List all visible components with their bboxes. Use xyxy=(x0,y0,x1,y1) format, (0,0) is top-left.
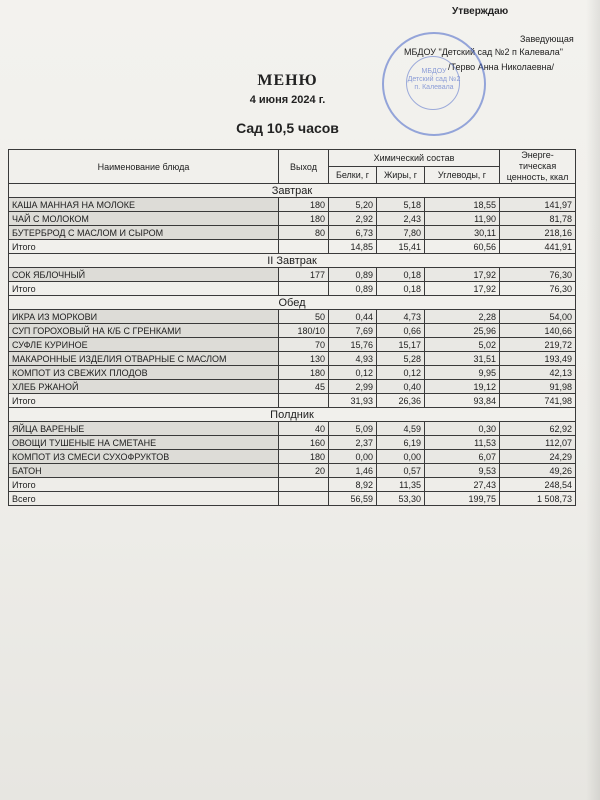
grand-total-yield-empty xyxy=(279,492,329,506)
dish-yield: 80 xyxy=(279,226,329,240)
total-protein: 8,92 xyxy=(329,478,377,492)
section-header-row xyxy=(9,296,576,310)
dish-fat: 0,40 xyxy=(377,380,425,394)
dish-row xyxy=(9,324,576,338)
column-header-chem: Химический состав xyxy=(329,150,500,167)
dish-fat: 5,28 xyxy=(377,352,425,366)
dish-yield: 40 xyxy=(279,422,329,436)
head-role: Заведующая xyxy=(520,34,574,44)
total-yield-empty xyxy=(279,478,329,492)
dish-name: ЧАЙ С МОЛОКОМ xyxy=(9,212,279,226)
dish-name: СУФЛЕ КУРИНОЕ xyxy=(9,338,279,352)
total-fat: 26,36 xyxy=(377,394,425,408)
dish-row xyxy=(9,212,576,226)
menu-date: 4 июня 2024 г. xyxy=(249,94,326,106)
column-header-name: Наименование блюда xyxy=(9,150,279,184)
dish-fat: 0,66 xyxy=(377,324,425,338)
dish-fat: 0,00 xyxy=(377,450,425,464)
dish-name: ИКРА ИЗ МОРКОВИ xyxy=(9,310,279,324)
dish-fat: 5,18 xyxy=(377,198,425,212)
dish-yield: 50 xyxy=(279,310,329,324)
dish-carbs: 25,96 xyxy=(425,324,500,338)
total-label: Итого xyxy=(9,478,279,492)
total-fat: 15,41 xyxy=(377,240,425,254)
section-title: Обед xyxy=(9,296,576,310)
section-header-row xyxy=(9,408,576,422)
dish-protein: 1,46 xyxy=(329,464,377,478)
dish-yield: 70 xyxy=(279,338,329,352)
dish-carbs: 6,07 xyxy=(425,450,500,464)
dish-row xyxy=(9,450,576,464)
dish-protein: 7,69 xyxy=(329,324,377,338)
dish-protein: 0,44 xyxy=(329,310,377,324)
dish-carbs: 31,51 xyxy=(425,352,500,366)
dish-name: СОК ЯБЛОЧНЫЙ xyxy=(9,268,279,282)
dish-energy: 218,16 xyxy=(500,226,576,240)
dish-fat: 7,80 xyxy=(377,226,425,240)
total-fat: 11,35 xyxy=(377,478,425,492)
dish-name: КАША МАННАЯ НА МОЛОКЕ xyxy=(9,198,279,212)
dish-yield: 177 xyxy=(279,268,329,282)
dish-energy: 81,78 xyxy=(500,212,576,226)
dish-energy: 24,29 xyxy=(500,450,576,464)
menu-table xyxy=(8,149,576,506)
total-carbs: 93,84 xyxy=(425,394,500,408)
column-header-energy: Энерге-тическая ценность, ккал xyxy=(500,150,576,184)
column-header-protein: Белки, г xyxy=(329,167,377,184)
total-energy: 76,30 xyxy=(500,282,576,296)
dish-row xyxy=(9,338,576,352)
column-header-carbs: Углеводы, г xyxy=(425,167,500,184)
grand-total-carbs: 199,75 xyxy=(425,492,500,506)
dish-row xyxy=(9,352,576,366)
dish-yield: 160 xyxy=(279,436,329,450)
dish-energy: 49,26 xyxy=(500,464,576,478)
section-title: II Завтрак xyxy=(9,254,576,268)
section-title: Полдник xyxy=(9,408,576,422)
menu-group: Сад 10,5 часов xyxy=(236,120,339,136)
dish-yield: 180 xyxy=(279,366,329,380)
dish-fat: 6,19 xyxy=(377,436,425,450)
grand-total-fat: 53,30 xyxy=(377,492,425,506)
dish-protein: 5,20 xyxy=(329,198,377,212)
total-yield-empty xyxy=(279,394,329,408)
section-total-row xyxy=(9,282,576,296)
dish-energy: 76,30 xyxy=(500,268,576,282)
dish-fat: 4,73 xyxy=(377,310,425,324)
grand-total-label: Всего xyxy=(9,492,279,506)
stamp-text-line: МБДОУ xyxy=(421,68,447,75)
dish-name: КОМПОТ ИЗ СВЕЖИХ ПЛОДОВ xyxy=(9,366,279,380)
dish-protein: 0,89 xyxy=(329,268,377,282)
column-header-yield: Выход xyxy=(279,150,329,184)
dish-protein: 15,76 xyxy=(329,338,377,352)
dish-protein: 2,92 xyxy=(329,212,377,226)
dish-row xyxy=(9,436,576,450)
dish-yield: 180 xyxy=(279,198,329,212)
dish-fat: 2,43 xyxy=(377,212,425,226)
total-protein: 0,89 xyxy=(329,282,377,296)
dish-protein: 4,93 xyxy=(329,352,377,366)
dish-name: ОВОЩИ ТУШЕНЫЕ НА СМЕТАНЕ xyxy=(9,436,279,450)
stamp-text-line: Детский сад №2 xyxy=(407,76,461,83)
grand-total-row xyxy=(9,492,576,506)
dish-yield: 180 xyxy=(279,212,329,226)
approval-label: Утверждаю xyxy=(452,6,509,17)
dish-yield: 45 xyxy=(279,380,329,394)
dish-carbs: 0,30 xyxy=(425,422,500,436)
menu-title: МЕНЮ xyxy=(257,72,318,89)
section-title: Завтрак xyxy=(9,184,576,198)
dish-row xyxy=(9,310,576,324)
dish-carbs: 11,53 xyxy=(425,436,500,450)
dish-carbs: 19,12 xyxy=(425,380,500,394)
dish-protein: 0,12 xyxy=(329,366,377,380)
dish-protein: 2,99 xyxy=(329,380,377,394)
total-label: Итого xyxy=(9,282,279,296)
dish-row xyxy=(9,380,576,394)
dish-protein: 2,37 xyxy=(329,436,377,450)
total-carbs: 60,56 xyxy=(425,240,500,254)
dish-name: СУП ГОРОХОВЫЙ НА К/Б С ГРЕНКАМИ xyxy=(9,324,279,338)
dish-carbs: 17,92 xyxy=(425,268,500,282)
dish-yield: 180 xyxy=(279,450,329,464)
dish-fat: 0,18 xyxy=(377,268,425,282)
dish-energy: 219,72 xyxy=(500,338,576,352)
dish-fat: 4,59 xyxy=(377,422,425,436)
dish-yield: 130 xyxy=(279,352,329,366)
dish-energy: 54,00 xyxy=(500,310,576,324)
dish-energy: 140,66 xyxy=(500,324,576,338)
grand-total-protein: 56,59 xyxy=(329,492,377,506)
dish-row xyxy=(9,198,576,212)
dish-name: КОМПОТ ИЗ СМЕСИ СУХОФРУКТОВ xyxy=(9,450,279,464)
total-yield-empty xyxy=(279,240,329,254)
dish-energy: 62,92 xyxy=(500,422,576,436)
dish-name: МАКАРОННЫЕ ИЗДЕЛИЯ ОТВАРНЫЕ С МАСЛОМ xyxy=(9,352,279,366)
total-label: Итого xyxy=(9,394,279,408)
dish-carbs: 9,95 xyxy=(425,366,500,380)
dish-fat: 15,17 xyxy=(377,338,425,352)
dish-name: ЯЙЦА ВАРЕНЫЕ xyxy=(9,422,279,436)
dish-carbs: 11,90 xyxy=(425,212,500,226)
dish-name: БУТЕРБРОД С МАСЛОМ И СЫРОМ xyxy=(9,226,279,240)
total-protein: 31,93 xyxy=(329,394,377,408)
dish-row xyxy=(9,422,576,436)
dish-fat: 0,57 xyxy=(377,464,425,478)
page-edge-shadow xyxy=(586,0,600,800)
dish-energy: 42,13 xyxy=(500,366,576,380)
column-header-fat: Жиры, г xyxy=(377,167,425,184)
total-yield-empty xyxy=(279,282,329,296)
section-header-row xyxy=(9,184,576,198)
total-energy: 248,54 xyxy=(500,478,576,492)
dish-yield: 180/10 xyxy=(279,324,329,338)
grand-total-energy: 1 508,73 xyxy=(500,492,576,506)
section-total-row xyxy=(9,240,576,254)
dish-protein: 5,09 xyxy=(329,422,377,436)
dish-row xyxy=(9,268,576,282)
dish-carbs: 30,11 xyxy=(425,226,500,240)
menu-table-body xyxy=(9,184,576,506)
dish-protein: 6,73 xyxy=(329,226,377,240)
dish-carbs: 5,02 xyxy=(425,338,500,352)
dish-energy: 91,98 xyxy=(500,380,576,394)
dish-protein: 0,00 xyxy=(329,450,377,464)
head-name: /Терво Анна Николаевна/ xyxy=(448,62,555,72)
total-energy: 441,91 xyxy=(500,240,576,254)
section-total-row xyxy=(9,394,576,408)
dish-carbs: 18,55 xyxy=(425,198,500,212)
dish-row xyxy=(9,366,576,380)
dish-carbs: 2,28 xyxy=(425,310,500,324)
dish-row xyxy=(9,226,576,240)
total-fat: 0,18 xyxy=(377,282,425,296)
section-total-row xyxy=(9,478,576,492)
dish-name: БАТОН xyxy=(9,464,279,478)
dish-energy: 193,49 xyxy=(500,352,576,366)
dish-row xyxy=(9,464,576,478)
total-protein: 14,85 xyxy=(329,240,377,254)
section-header-row xyxy=(9,254,576,268)
head-organization: МБДОУ "Детский сад №2 п Калевала" xyxy=(404,47,563,57)
dish-name: ХЛЕБ РЖАНОЙ xyxy=(9,380,279,394)
total-label: Итого xyxy=(9,240,279,254)
dish-energy: 141,97 xyxy=(500,198,576,212)
total-carbs: 27,43 xyxy=(425,478,500,492)
dish-carbs: 9,53 xyxy=(425,464,500,478)
total-energy: 741,98 xyxy=(500,394,576,408)
dish-fat: 0,12 xyxy=(377,366,425,380)
stamp-text-line: п. Калевала xyxy=(414,84,454,91)
dish-yield: 20 xyxy=(279,464,329,478)
dish-energy: 112,07 xyxy=(500,436,576,450)
total-carbs: 17,92 xyxy=(425,282,500,296)
